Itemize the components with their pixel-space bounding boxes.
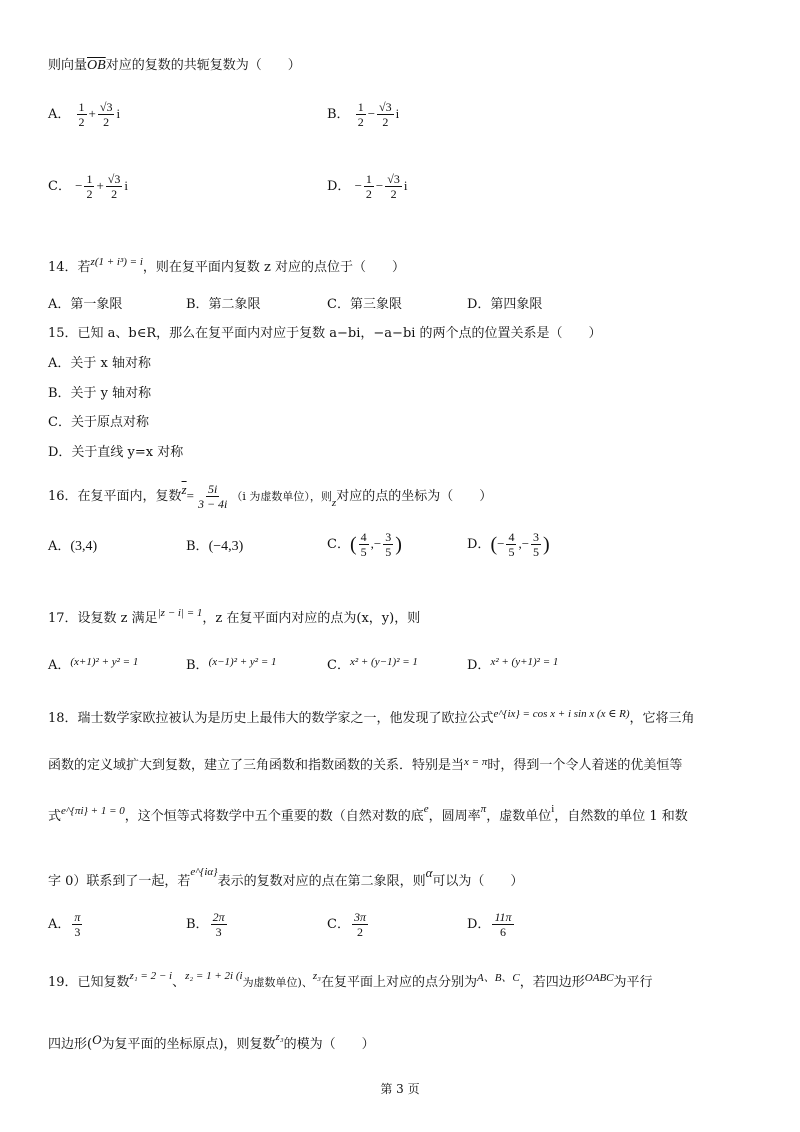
q18-option-a[interactable]: A． $\frac{\pi}{3}$	[48, 910, 81, 939]
q14-expression: z(1 + i³) = i	[90, 256, 143, 268]
q19-line-2: 四边形(O为复平面的坐标原点)，则复数$^{z_3}$的模为（ ）	[48, 1031, 375, 1052]
q17-stem: 17．设复数 z 满足$^{|z - i| = 1}$，z 在复平面内对应的点为(x，y)，则	[48, 607, 421, 626]
q15-option-d[interactable]: D．关于直线 y=x 对称	[48, 445, 184, 460]
q13-option-c[interactable]: C． − $\frac{1}{2}$ + $\frac{√3}{2}$ i	[48, 172, 128, 201]
q18-line-2: 函数的定义域扩大到复数，建立了三角函数和指数函数的关系．特别是当$^{x = \pi}$时，得到一个令人着迷的优美恒等	[48, 756, 683, 773]
q13-stem: 则向量$\overline{OB}$对应的复数的共轭复数为（ ）	[48, 58, 301, 73]
q14-option-b[interactable]: B．第二象限	[186, 297, 261, 312]
q16-option-d[interactable]: D．(− $\frac{4}{5}$ ,− $\frac{3}{5}$ )	[467, 530, 550, 559]
q15-option-b[interactable]: B．关于 y 轴对称	[48, 386, 152, 401]
q16-option-a[interactable]: A．(3,4)	[48, 539, 98, 554]
q17-option-a[interactable]: A．$^{(x+1)^2 + y^2 = 1}$	[48, 656, 139, 673]
q15-option-c[interactable]: C．关于原点对称	[48, 415, 149, 430]
q13-option-b[interactable]: B． $\frac{1}{2}$ − $\frac{√3}{2}$ i	[327, 100, 400, 129]
q15-stem: 15．已知 a、b∈R，那么在复平面内对应于复数 a−bi，−a−bi 的两个点的位置关系是（ ）	[48, 326, 602, 341]
q17-option-c[interactable]: C．$^{x^2 + (y-1)^2 = 1}$	[327, 656, 418, 673]
q14-option-d[interactable]: D．第四象限	[467, 297, 543, 312]
q18-option-b[interactable]: B． $\frac{2\pi}{3}$	[186, 910, 225, 939]
q18-line-1: 18．瑞士数学家欧拉被认为是历史上最伟大的数学家之一，他发现了欧拉公式$^{e\^{}\{ix\} = cos x + i sin x (x \in R)}$，它将三角	[48, 708, 695, 726]
page-number: 第 3 页	[380, 1082, 420, 1096]
q13-option-d[interactable]: D． − $\frac{1}{2}$ − $\frac{√3}{2}$ i	[327, 172, 408, 201]
q17-option-b[interactable]: B．$^{(x-1)^2 + y^2 = 1}$	[186, 656, 277, 673]
q14-option-a[interactable]: A．第一象限	[48, 297, 123, 312]
q18-option-d[interactable]: D． $\frac{11\pi}{6}$	[467, 910, 512, 939]
q16-option-b[interactable]: B．(−4,3)	[186, 539, 244, 554]
q15-option-a[interactable]: A．关于 x 轴对称	[48, 356, 151, 371]
q14-stem: 14．若$^{z(1 + i^3) = i}$，则在复平面内复数 z 对应的点位于（ ）	[48, 256, 406, 275]
q19-line-1: 19．已知复数$^{z_1 = 2 - i}$、$^{z_2 = 1 + 2i (i}$为虚数单位)、$^{z_3}$在复平面上对应的点分别为$^{A、B、C}$，若四边形$^{OABC}$为平行	[48, 970, 653, 990]
q18-line-4: 字 0）联系到了一起，若$^{e\^{}\{i\alpha\}}$表示的复数对应的点在第二象限，则α可以为（ ）	[48, 865, 524, 889]
q16-option-c[interactable]: C．( $\frac{4}{5}$ ,− $\frac{3}{5}$ )	[327, 530, 402, 559]
q16-stem: 16．在复平面内，复数$\overline{z}=$ $\frac{5i}{3 - 4i}$ （i 为虚数单位），则$_z$对应的点的坐标为（ ）	[48, 482, 493, 511]
q14-option-c[interactable]: C．第三象限	[327, 297, 402, 312]
q13-option-a[interactable]: A． $\frac{1}{2}$ + $\frac{√3}{2}$ i	[48, 100, 121, 129]
q18-line-3: 式$^{e\^{}\{\pi i\} + 1 = 0}$，这个恒等式将数学中五个重要的数（自然对数的底$^e$，圆周率$^\pi$，虚数单位$^i$，自然数的单位 1 和数	[48, 803, 688, 824]
q18-option-c[interactable]: C． $\frac{3\pi}{2}$	[327, 910, 366, 939]
vector-ob: $\overline{OB}$	[87, 58, 106, 73]
q17-option-d[interactable]: D．$^{x^2 + (y+1)^2 = 1}$	[467, 656, 559, 673]
